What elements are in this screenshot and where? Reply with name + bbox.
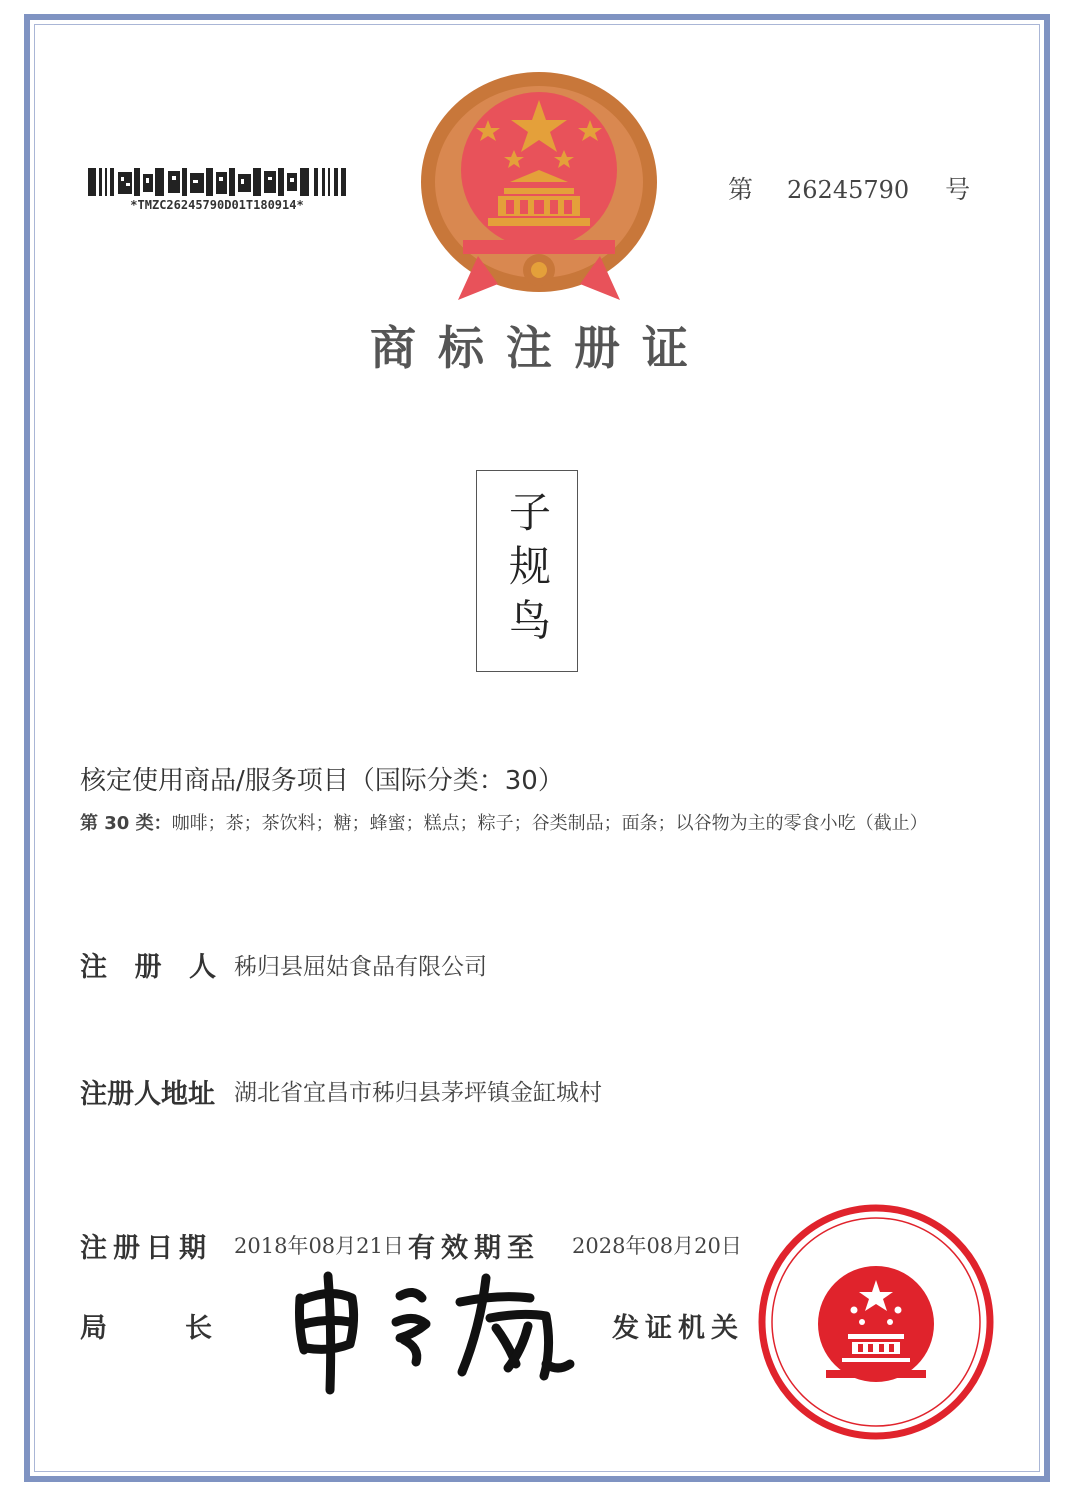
address-label: 注册人地址 <box>80 1079 215 1110</box>
goods-items: 咖啡；茶；茶饮料；糖；蜂蜜；糕点；粽子；谷类制品；面条；以谷物为主的零食小吃（截止） <box>171 813 928 834</box>
cert-no-prefix: 第 <box>728 175 754 204</box>
reg-date-label: 注册日期 <box>80 1233 212 1264</box>
valid-until-value: 2028年08月20日 <box>572 1234 742 1258</box>
reg-date-value: 2018年08月21日 <box>234 1234 404 1258</box>
cert-no-suffix: 号 <box>945 175 971 204</box>
director-signature-icon <box>290 1268 580 1398</box>
registrant-label: 注册人 <box>80 952 216 983</box>
certificate-number <box>728 170 970 206</box>
valid-until-label: 有效期至 <box>408 1233 540 1264</box>
barcode-text: *TMZC26245790D01T180914* <box>130 198 304 212</box>
trademark-box <box>476 470 578 672</box>
address-value: 湖北省宜昌市秭归县茅坪镇金缸城村 <box>234 1080 602 1106</box>
national-emblem-icon <box>418 70 660 306</box>
director-label: 局长 <box>80 1313 212 1344</box>
registrant-value: 秭归县屈姑食品有限公司 <box>234 954 487 980</box>
certificate-title: 商标注册证 <box>370 321 710 375</box>
issuer-label: 发证机关 <box>612 1313 744 1344</box>
goods-class-label: 第 30 类： <box>80 813 172 834</box>
goods-heading: 核定使用商品/服务项目（国际分类：30） <box>80 766 564 796</box>
cert-no-value: 26245790 <box>787 176 910 204</box>
barcode-graphic <box>88 168 346 196</box>
goods-list <box>80 808 980 840</box>
official-seal-icon <box>756 1202 996 1442</box>
trademark-text: 子规鸟 <box>503 490 552 652</box>
